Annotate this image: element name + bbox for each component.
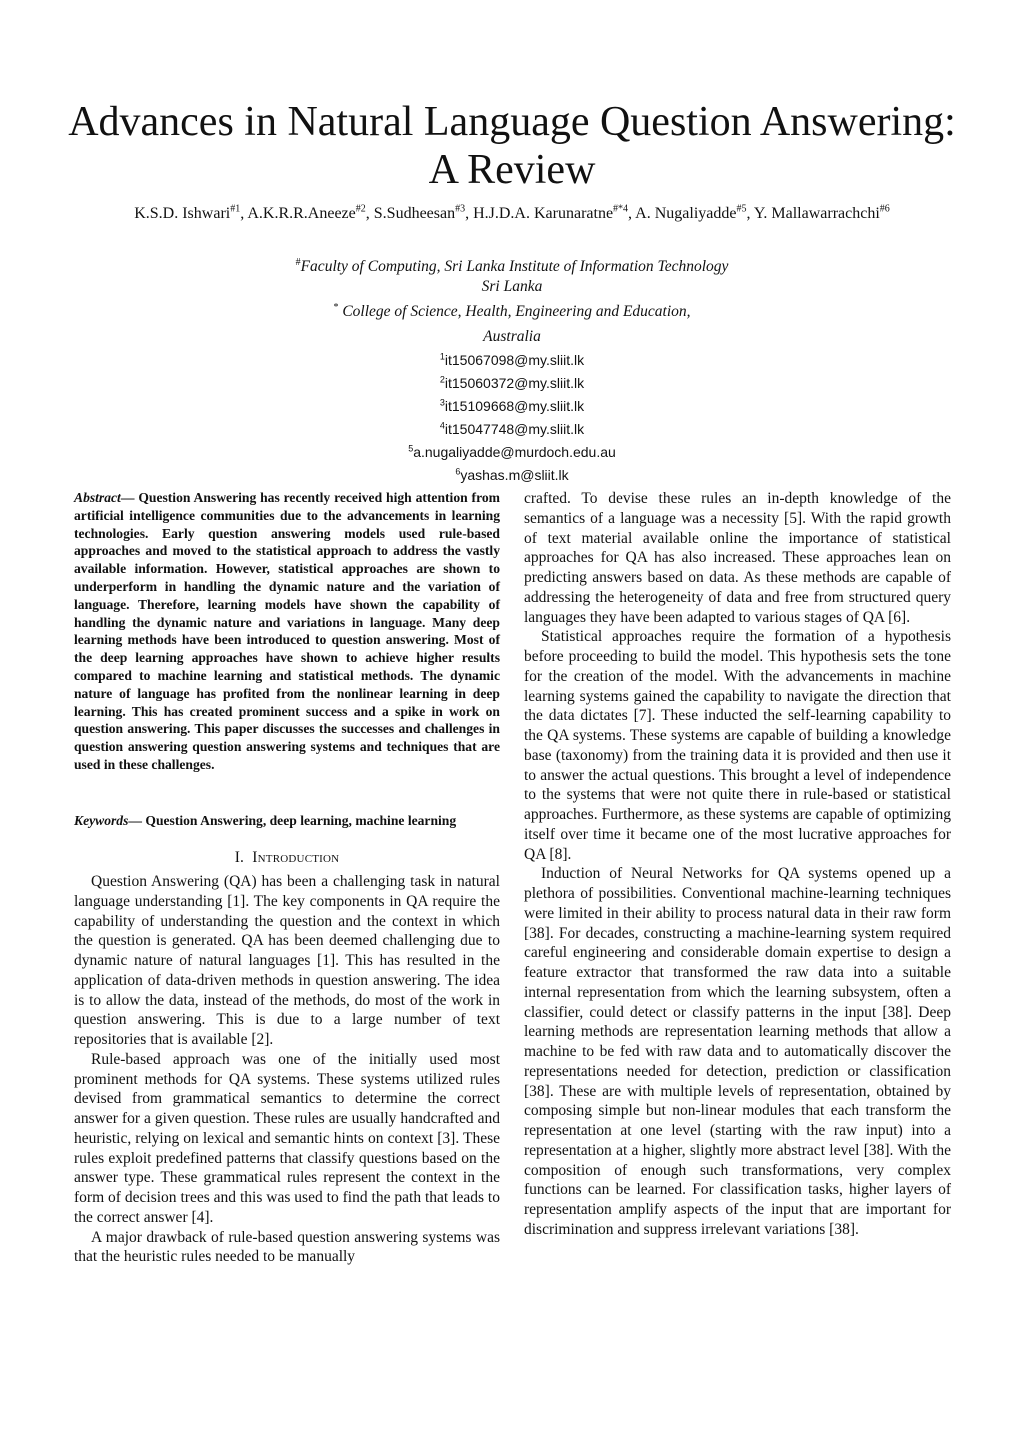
keywords-dash: —: [128, 812, 146, 828]
email-sup: 2: [439, 374, 445, 385]
author-name: Y. Mallawarrachchi: [753, 205, 880, 222]
section-heading-introduction: [74, 848, 500, 868]
paper-title: [40, 98, 984, 194]
email-address: it15067098@my.sliit.lk: [444, 352, 585, 368]
affiliation-sup: *: [333, 301, 339, 313]
email-sup: 3: [439, 397, 445, 408]
keywords: [74, 811, 500, 831]
author-sup: #*4: [613, 203, 629, 215]
affiliation-line: Australia: [483, 328, 541, 345]
section-title-rest: ntroduction: [257, 849, 340, 867]
email-address: yashas.m@sliit.lk: [460, 467, 569, 483]
email-line: [262, 420, 762, 438]
author-list: K.S.D. Ishwari$^{\#1}$, A.K.R.R.Aneeze$^{\#2}$, S.Sudheesan$^{\#3}$, H.J.D.A. Karunaratne$^{\#*4}$, A. Nugaliyadde$^{\#5}$, Y. Mallawarrachchi$^{\#6}$: [134, 203, 890, 222]
affiliation-line: Sri Lanka: [481, 278, 543, 295]
author-sup: #6: [879, 203, 890, 215]
email-address: it15060372@my.sliit.lk: [444, 375, 585, 391]
title-line-1: Advances in Natural Language Question Answering:: [68, 99, 956, 145]
author-sup: #3: [455, 203, 466, 215]
affiliation-line: Faculty of Computing, Sri Lanka Institute of Information Technology: [300, 258, 729, 275]
title-line-2: A Review: [428, 147, 596, 193]
affiliation-sup: #: [295, 256, 301, 268]
affiliation-1: [200, 257, 824, 297]
keywords-text: Question Answering, deep learning, machine learning: [145, 812, 457, 828]
paragraph: Induction of Neural Networks for QA systems opened up a plethora of possibilities. Conventional machine-learning techniques were limited in their ability to process natural data in their raw form [38]. For decades, constructing a machine-learning system required careful engineering and considerable domain expertise to design a feature extractor that transformed the raw data into a suitable internal representation from which the learning subsystem, often a classifier, could detect or classify patterns in the input [38]. Deep learning methods are representation learning methods that allow a machine to be fed with raw data and to automatically discover the representations needed for detection, prediction or classification [38]. These are with multiple levels of representation, obtained by composing simple but non-linear modules that each transform the representation at one level (starting with the raw input) into a representation at a higher, slightly more abstract level [38]. With the composition of enough such transformations, very complex functions can be learned. For classification tasks, higher layers of representation amplify aspects of the input that are important for discrimination and suppress irrelevant variations [38].: [524, 865, 951, 1238]
abstract: [74, 489, 500, 774]
author-name: H.J.D.A. Karunaratne: [473, 205, 614, 222]
email-line: [262, 397, 762, 415]
affiliation-2-country: [200, 327, 824, 347]
email-line: [262, 351, 762, 369]
section-number: I.: [234, 849, 245, 867]
keywords-label: Keywords: [74, 812, 129, 828]
author-name: K.S.D. Ishwari: [134, 205, 231, 222]
paragraph: Question Answering (QA) has been a challenging task in natural language understanding [1]. The key components in QA require the capability of understanding the question and the context in which the question is generated. QA has been deemed challenging due to dynamic nature of natural languages [1]. This has resulted in the application of data-driven methods in question answering. The idea is to allow the data, instead of the methods, do most of the work in question answering. This is due to a large number of text repositories that is available [2].: [74, 873, 500, 1048]
author-sup: #2: [355, 203, 366, 215]
right-column: [524, 489, 951, 1240]
email-address: a.nugaliyadde@murdoch.edu.au: [413, 444, 616, 460]
email-address: it15047748@my.sliit.lk: [444, 421, 585, 437]
email-line: [262, 443, 762, 461]
author-sup: #5: [736, 203, 747, 215]
paragraph: A major drawback of rule-based question answering systems was that the heuristic rules needed to be manually: [74, 1228, 500, 1266]
author-sup: #1: [230, 203, 241, 215]
author-name: A.K.R.R.Aneeze: [247, 205, 356, 222]
paragraph: Rule-based approach was one of the initially used most prominent methods for QA systems. These systems utilized rules devised from grammatical semantics to determine the correct answer for a given question. These rules are usually handcrafted and heuristic, relying on lexical and semantic hints on context [3]. These rules exploit predefined patterns that classify questions based on the answer type. These grammatical rules represent the context in the form of decision trees and this was used to find the path that leads to the correct answer [4].: [74, 1050, 500, 1226]
abstract-dash: —: [120, 490, 139, 505]
email-sup: 4: [439, 420, 445, 431]
email-sup: 5: [408, 443, 414, 454]
left-column: [74, 489, 500, 1267]
email-line: [262, 466, 762, 484]
paragraph: Statistical approaches require the formation of a hypothesis before proceeding to build the model. This hypothesis sets the tone for the creation of the model. With the advancements in machine learning systems gained the capability to navigate the direction that the data dictates [7]. These inducted the self-learning capability to the QA systems. These systems are capable of building a knowledge base (taxonomy) from the training data it is provided and then use it to answer the actual questions. This brought a level of independence to the systems that were not quite there in rule-based or statistical approaches. Furthermore, as these systems are capable of optimizing itself over time it became one of the most lucrative approaches for QA [8].: [524, 628, 951, 863]
abstract-label: Abstract: [74, 490, 121, 505]
section-first-letter: I: [252, 849, 258, 867]
author-name: A. Nugaliyadde: [635, 205, 737, 222]
email-address: it15109668@my.sliit.lk: [444, 398, 585, 414]
affiliation-line: College of Science, Health, Engineering and Education,: [342, 303, 691, 320]
abstract-text: Question Answering has recently received high attention from artificial intelligence communities due to the advancements in learning technologies. Early question answering models used rule-based approaches and moved to the statistical approach to address the vastly available information. However, statistical approaches are shown to underperform in handling the dynamic nature and the variation of language. Therefore, learning models have shown the capability of handling the dynamic nature and variations in language. Many deep learning methods have been introduced to question answering. Most of the deep learning approaches have shown to achieve higher results compared to machine learning and statistical methods. The dynamic nature of language has profited from the nonlinear learning in deep learning. This has created prominent success and a spike in work on question answering. This paper discusses the successes and challenges in question answering question answering systems and techniques that are used in these challenges.: [74, 490, 500, 772]
paragraph: crafted. To devise these rules an in-depth knowledge of the semantics of a language was a necessity [5]. With the rapid growth of text material available online the importance of statistical approaches for QA has also increased. These approaches lean on predicting answers based on data. As these methods are capable of addressing the heterogeneity of data and free from structured query languages they have been adapted to various stages of QA [6].: [524, 490, 951, 626]
affiliation-2: [200, 302, 824, 322]
email-sup: 6: [455, 466, 461, 477]
author-name: S.Sudheesan: [373, 205, 456, 222]
email-sup: 1: [439, 351, 445, 362]
email-line: [262, 374, 762, 392]
